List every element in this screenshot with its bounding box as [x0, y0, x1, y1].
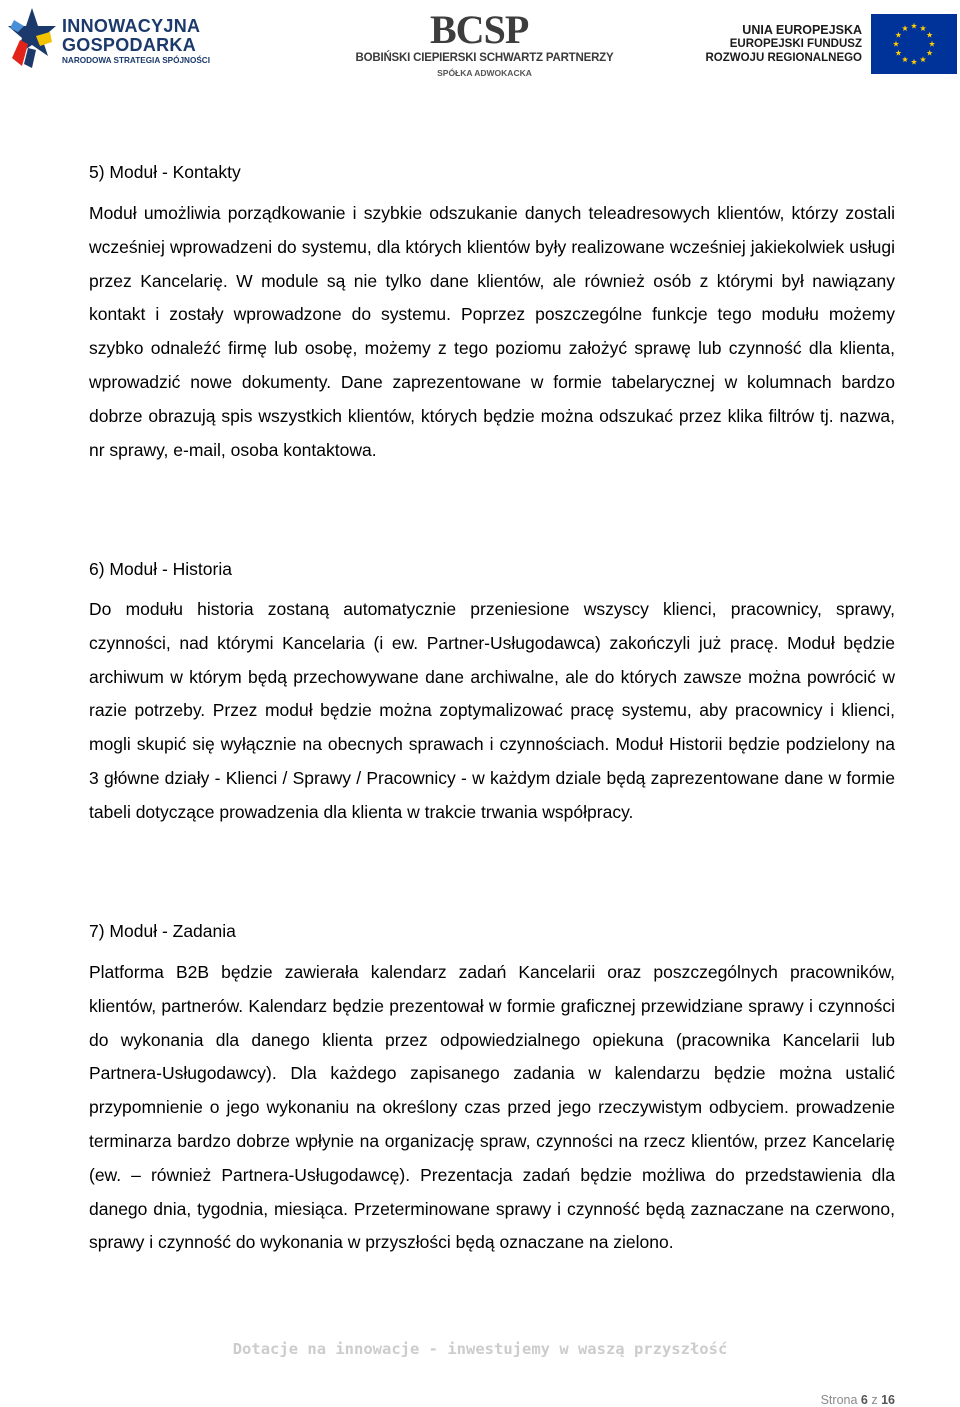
section-text-kontakty: Moduł umożliwia porządkowanie i szybkie odszukanie danych teleadresowych klientów, którzy zostali wcześniej wprowadzeni do systemu, dla których klientów były realizowane wcześniej jakiekolwiek usługi przez Kancelarię. W module są nie tylko dane klientów, ale również osób z którymi był nawiązany kontakt i zostały wprowadzone do systemu. Poprzez poszczególne funkcje tego modułu możemy szybko odnaleźć firmę lub osobę, możemy z tego poziomu założyć sprawę lub czynność dla klienta, wprowadzić nowe dokumenty. Dane zaprezentowane w formie tabelarycznej w kolumnach bardzo dobrze obrazują spis wszystkich klientów, których będzie można odszukać przez klika filtrów tj. nazwa, nr sprawy, e-mail, osoba kontaktowa.	[89, 203, 895, 460]
eu-star	[902, 25, 908, 31]
page-header	[0, 0, 960, 80]
page-separator: z	[871, 1393, 878, 1407]
eu-star	[929, 41, 935, 47]
innowacyjna-gospodarka-logo	[6, 6, 210, 72]
eu-star	[902, 56, 908, 62]
eu-star	[920, 56, 926, 62]
eu-star	[911, 59, 917, 65]
page-label: Strona	[820, 1393, 858, 1407]
ue-line-1: UNIA EUROPEJSKA	[742, 23, 862, 37]
footer-slogan: Dotacje na innowacje - inwestujemy w waszą przyszłość	[232, 1340, 728, 1358]
section-heading-historia: 6) Moduł - Historia	[89, 559, 232, 579]
bcsp-mark: BCSP	[430, 7, 529, 52]
eu-star	[895, 32, 901, 38]
bcsp-law-firm-logo	[352, 7, 617, 80]
logo-line-3: NARODOWA STRATEGIA SPÓJNOŚCI	[62, 56, 210, 65]
page-total: 16	[881, 1393, 895, 1407]
eu-star	[893, 41, 899, 47]
section-heading-kontakty: 5) Moduł - Kontakty	[89, 162, 241, 182]
page-number	[821, 1393, 895, 1407]
logo-line-2: GOSPODARKA	[62, 35, 197, 55]
eu-star	[927, 50, 933, 56]
page-current: 6	[860, 1393, 868, 1407]
eu-star	[895, 50, 901, 56]
eu-star	[927, 32, 933, 38]
eu-flag-icon	[871, 14, 957, 74]
section-text-historia: Do modułu historia zostaną automatycznie przeniesione wszyscy klienci, pracownicy, sprawy, czynności, nad którymi Kancelaria (i ew. Partner-Usługodawca) zakończyli już pracę. Moduł będzie archiwum w którym będą przechowywane dane archiwalne, ale do których zawsze można powrócić w razie potrzeby. Przez moduł będzie można zoptymalizować pracę systemu, aby pracownicy i klienci, mogli skupić się wyłącznie na obecnych sprawach i czynnościach. Moduł Historii będzie podzielony na 3 główne działy - Klienci / Sprawy / Pracownicy - w każdym dziale będą zaprezentowane dane w formie tabeli dotyczące prowadzenia dla klienta w trakcie trwania współpracy.	[89, 599, 895, 822]
ue-line-2: EUROPEJSKI FUNDUSZ	[729, 38, 862, 50]
bcsp-full-name: BOBIŃSKI CIEPIERSKI SCHWARTZ PARTNERZY	[355, 52, 614, 64]
eu-star	[911, 23, 917, 29]
ue-line-3: ROZWOJU REGIONALNEGO	[705, 52, 862, 64]
section-text-zadania: Platforma B2B będzie zawierała kalendarz zadań Kancelarii oraz poszczególnych pracowników, klientów, partnerów. Kalendarz będzie prezentował w formie graficznej przewidziane sprawy i czynności do wykonania dla danego klienta przez odpowiedzialnego opiekuna (pracownika Kancelarii lub Partnera-Usługodawcy). Dla każdego zapisanego zadania w kalendarzu będzie można ustalić przypomnienie o jego wykonaniu na określony czas przed jego rzeczywistym odbyciem. prowadzenie terminarza bardzo dobrze wpłynie na organizację spraw, czynności na rzecz klientów, przez Kancelarię (ew. – również Partnera-Usługodawcę). Prezentacja zadań będzie możliwa do przedstawienia dla danego dnia, tygodnia, miesiąca. Przeterminowane sprawy i czynność będą zaznaczane na czerwono, sprawy i czynność do wykonania w przyszłości będą oznaczane na zielono.	[89, 962, 895, 1253]
bcsp-subtitle: SPÓŁKA ADWOKACKA	[437, 68, 532, 78]
eu-star	[920, 25, 926, 31]
star-burst-logo-icon	[6, 6, 58, 70]
european-union-logo	[705, 14, 960, 76]
section-heading-zadania: 7) Moduł - Zadania	[89, 921, 236, 941]
logo-line-1: INNOWACYJNA	[62, 16, 201, 36]
